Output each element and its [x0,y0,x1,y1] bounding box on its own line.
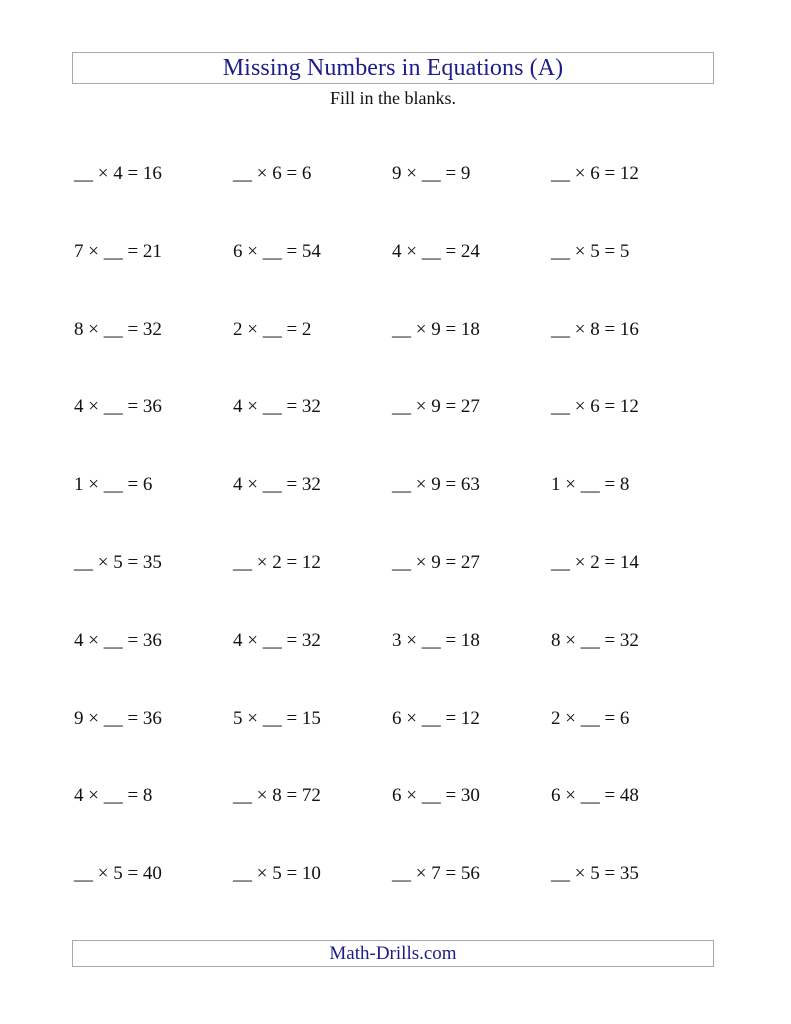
problem-row [74,474,714,500]
equation: __ × 9 = 27 [392,552,480,573]
footer-box [72,940,714,967]
equation: __ × 2 = 14 [551,552,639,573]
equation: 2 × __ = 6 [551,707,630,729]
equation: 9 × __ = 36 [74,707,162,729]
equation: 8 × __ = 32 [74,318,162,340]
equation: 4 × __ = 32 [233,396,321,418]
equation: 3 × __ = 18 [392,629,480,651]
problem-row [74,396,714,422]
equation: 4 × __ = 36 [74,396,162,418]
equation: 1 × __ = 8 [551,474,630,496]
equation: 4 × __ = 24 [392,240,480,262]
equation: 6 × __ = 48 [551,785,639,807]
problem-row [74,708,714,734]
equation: __ × 8 = 16 [551,318,639,340]
footer-site-name: Math-Drills.com [329,942,457,964]
problem-row [74,241,714,267]
problem-row [74,863,714,889]
equation: __ × 8 = 72 [233,785,321,807]
equation: 8 × __ = 32 [551,629,639,651]
equation: __ × 6 = 12 [551,396,639,418]
equation: __ × 9 = 27 [392,396,480,418]
equation: __ × 5 = 5 [551,240,630,262]
problem-row [74,785,714,811]
equation: __ × 5 = 10 [233,863,321,885]
equation: 4 × __ = 32 [233,474,321,496]
equation: 4 × __ = 32 [233,629,321,651]
equation: __ × 9 = 18 [392,318,480,340]
equation: __ × 5 = 35 [551,863,639,885]
page-title: Missing Numbers in Equations (A) [222,54,564,81]
equation: 1 × __ = 6 [74,474,153,496]
equation: 6 × __ = 54 [233,240,321,262]
equation: __ × 7 = 56 [392,863,480,885]
equation: __ × 6 = 12 [551,163,639,184]
instructions: Fill in the blanks. [330,88,456,108]
equation: __ × 5 = 40 [74,863,162,885]
problem-row [74,319,714,345]
equation: 9 × __ = 9 [392,163,471,184]
equation: 4 × __ = 36 [74,629,162,651]
problem-row [74,630,714,656]
equation: __ × 6 = 6 [233,163,312,184]
equation: __ × 4 = 16 [74,163,162,184]
equation: 6 × __ = 30 [392,785,480,807]
title-box [72,52,714,84]
equation: 4 × __ = 8 [74,785,153,807]
equation: 6 × __ = 12 [392,707,480,729]
equation: 2 × __ = 2 [233,318,312,340]
equation: 5 × __ = 15 [233,707,321,729]
equation: __ × 5 = 35 [74,552,162,573]
equation: __ × 9 = 63 [392,474,480,496]
equation: __ × 2 = 12 [233,552,321,573]
problem-row [74,163,714,189]
equation: 7 × __ = 21 [74,240,162,262]
problem-row [74,552,714,578]
